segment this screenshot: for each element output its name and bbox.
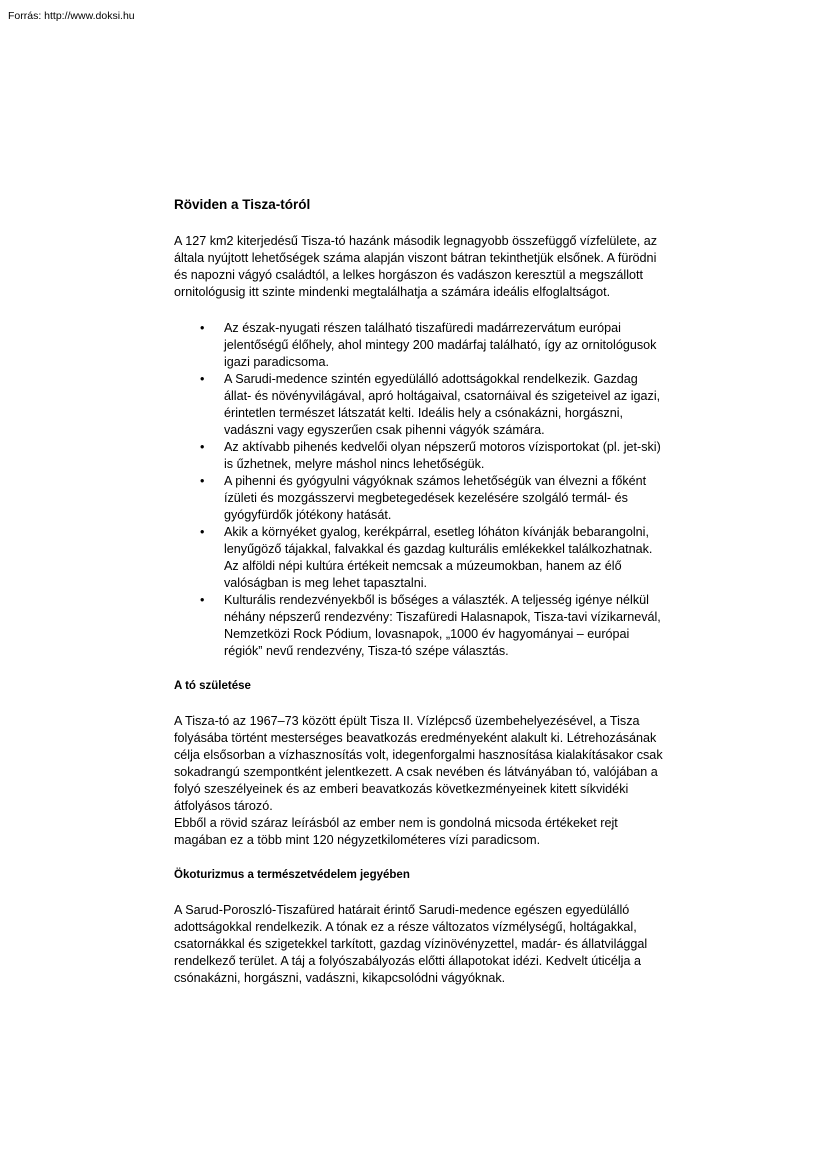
- section-lake-birth-text-2: Ebből a rövid száraz leírásból az ember nem is gondolná micsoda értékeket rejt magában ez a több mint 120 négyzetkilométeres vízi paradicsom.: [174, 816, 618, 847]
- list-item: • Kulturális rendezvényekből is bőséges a választék. A teljesség igénye nélkül néhány népszerű rendezvény: Tiszafüredi Halasnapok, Tisza-tavi vízikarnevál, Nemzetközi Rock Pódium, lovasnapok, „1000 év hagyományai – európai régiók” nevű rendezvény, Tisza-tó szépe választás.: [200, 593, 661, 658]
- bullet-icon: •: [200, 474, 205, 488]
- section-lake-birth-text: A Tisza-tó az 1967–73 között épült Tisza II. Vízlépcső üzembehelyezésével, a Tisza folyásába történt mesterséges beavatkozás eredményeként alakult ki. Létrehozásának célja elsősorban a vízhasznosítás volt, idegenforgalmi hasznosítása kialakításakor csak sokadrangú szempontként jelentkezett. A csak nevében és látványában tó, valójában a folyó szeszélyeinek és az emberi beavatkozás következményeinek kitett síkvidéki átfolyásos tározó.: [174, 714, 663, 813]
- bullet-icon: •: [200, 593, 205, 607]
- section-heading-lake-birth: A tó születése: [174, 680, 251, 692]
- bullet-icon: •: [200, 440, 205, 454]
- bullet-icon: •: [200, 321, 205, 335]
- list-item: • A pihenni és gyógyulni vágyóknak számos lehetőségük van élvezni a főként ízületi és mozgásszervi megbetegedések kezelésére szolgáló termál- és gyógyfürdők jótékony hatását.: [200, 474, 647, 522]
- list-item: • Akik a környéket gyalog, kerékpárral, esetleg lóháton kívánják bebarangolni, lenyűgöző tájakkal, falvakkal és gazdag kulturális emlékekkel találkozhatnak. Az alföldi népi kultúra értékeit nemcsak a múzeumokban, hanem az élő valóságban is meg lehet tapasztalni.: [200, 525, 653, 590]
- intro-paragraph: A 127 km2 kiterjedésű Tisza-tó hazánk második legnagyobb összefüggő vízfelülete, az általa nyújtott lehetőségek száma alapján viszont bátran tekinthetjük elsőnek. A fürödni és napozni vágyó családtól, a lelkes horgászon és vadászon keresztül a megszállott ornitológusig itt szinte mindenki megtalálhatja a számára ideális elfoglaltságot.: [174, 234, 658, 299]
- page-title: Röviden a Tisza-tóról: [174, 197, 311, 212]
- list-item: • Az észak-nyugati részen található tiszafüredi madárrezervátum európai jelentőségű élőhely, ahol mintegy 200 madárfaj található, így az ornitológusok igazi paradicsoma.: [200, 321, 657, 369]
- list-item: • A Sarudi-medence szintén egyedülálló adottságokkal rendelkezik. Gazdag állat- és növényvilágával, apró holtágaival, csatornáival és szigeteivel az igazi, érintetlen természet látszatát kelti. Ideális hely a csónakázni, horgászni, vadászni vagy egyszerűen csak pihenni vágyók számára.: [200, 372, 661, 437]
- section-heading-ecotourism: Ökoturizmus a természetvédelem jegyében: [174, 869, 410, 881]
- list-item: • Az aktívabb pihenés kedvelői olyan népszerű motoros vízisportokat (pl. jet-ski) is űzhetnek, melyre máshol nincs lehetőségük.: [200, 440, 661, 471]
- document-body: [174, 196, 664, 987]
- section-ecotourism-text: A Sarud-Poroszló-Tiszafüred határait érintő Sarudi-medence egészen egyedülálló adottságokkal rendelkezik. A tónak ez a része változatos vízmélységű, holtágakkal, csatornákkal és szigetekkel tarkított, gazdag vízinövényzettel, madár- és állatvilággal rendelkező terület. A táj a folyószabályozás előtti állapotokat idézi. Kedvelt úticélja a csónakázni, horgászni, vadászni, kikapcsolódni vágyóknak.: [174, 903, 648, 985]
- source-label: Forrás: http://www.doksi.hu: [8, 10, 135, 22]
- bullet-list: [174, 320, 664, 660]
- bullet-icon: •: [200, 372, 205, 386]
- bullet-icon: •: [200, 525, 205, 539]
